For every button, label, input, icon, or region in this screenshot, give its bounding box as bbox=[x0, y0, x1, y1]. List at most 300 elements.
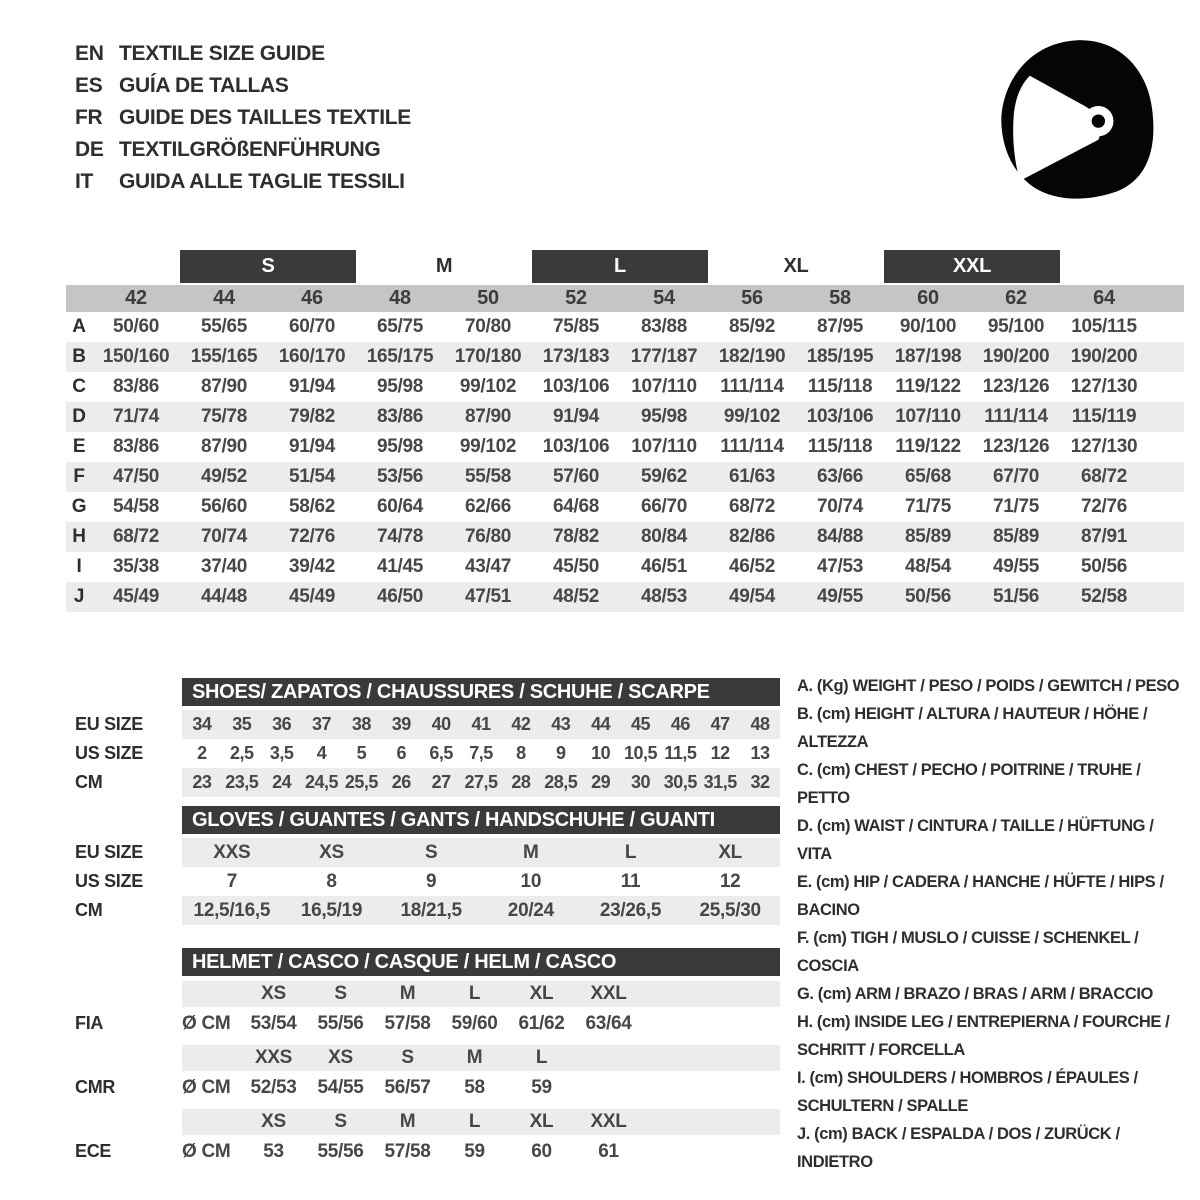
glove-size-value: 9 bbox=[426, 870, 437, 892]
shoe-size-value: 36 bbox=[272, 714, 292, 734]
legend-entry: G. (cm) ARM / BRAZO / BRAS / ARM / BRACCIO bbox=[797, 985, 1153, 1003]
helmet-size-value: 55/56 bbox=[317, 1140, 364, 1162]
helmet-size-value: 53 bbox=[263, 1140, 284, 1162]
shoe-size-value: 24 bbox=[272, 772, 292, 792]
row-letter: H bbox=[72, 526, 86, 547]
shoe-size-value: 9 bbox=[555, 743, 566, 763]
size-value: 103/106 bbox=[806, 406, 874, 427]
size-value: 99/102 bbox=[459, 376, 517, 397]
size-value: 95/98 bbox=[376, 376, 424, 397]
helmet-groups bbox=[66, 981, 786, 1168]
shoe-size-value: 3,5 bbox=[269, 743, 294, 763]
helmet-values-row bbox=[66, 1007, 786, 1040]
size-value: 84/88 bbox=[816, 526, 864, 547]
table-row bbox=[66, 402, 1184, 432]
size-s-header: S bbox=[180, 250, 356, 283]
size-value: 60/70 bbox=[288, 316, 336, 337]
size-value: 58/62 bbox=[288, 496, 336, 517]
size-value: 64/68 bbox=[552, 496, 600, 517]
size-value: 50/56 bbox=[1080, 556, 1128, 577]
row-letter: I bbox=[76, 556, 82, 577]
size-number: 54 bbox=[653, 287, 675, 309]
size-value: 63/66 bbox=[816, 466, 864, 487]
helmet-size-value: 56/57 bbox=[384, 1076, 431, 1098]
size-value: 44/48 bbox=[200, 586, 248, 607]
row-letter: C bbox=[72, 376, 86, 397]
glove-size-value: 11 bbox=[620, 870, 641, 892]
size-value: 91/94 bbox=[288, 376, 336, 397]
legend-entry: I. (cm) SHOULDERS / HOMBROS / ÉPAULES / SCHULTERN / SPALLE bbox=[797, 1069, 1138, 1115]
spacer bbox=[66, 678, 182, 706]
glove-size-value: 25,5/30 bbox=[699, 899, 761, 921]
shoe-size-value: 32 bbox=[750, 772, 770, 792]
size-value: 111/114 bbox=[984, 406, 1048, 427]
helmet-size-label: XXL bbox=[590, 1111, 627, 1132]
helmet-size-label: S bbox=[334, 983, 347, 1004]
size-value: 39/42 bbox=[288, 556, 336, 577]
table-row bbox=[66, 312, 1184, 342]
size-value: 170/180 bbox=[454, 346, 522, 367]
size-value: 111/114 bbox=[720, 436, 784, 457]
size-value: 68/72 bbox=[1080, 466, 1128, 487]
size-number: 50 bbox=[477, 287, 499, 309]
size-value: 91/94 bbox=[288, 436, 336, 457]
helmet-standard-group bbox=[66, 1045, 786, 1104]
size-value: 90/100 bbox=[899, 316, 957, 337]
size-number: 42 bbox=[125, 287, 147, 309]
size-value: 83/86 bbox=[112, 376, 160, 397]
standard-label: CMR bbox=[75, 1077, 116, 1097]
size-value: 35/38 bbox=[112, 556, 160, 577]
glove-size-value: XXS bbox=[213, 841, 251, 863]
gloves-row bbox=[66, 838, 786, 867]
size-value: 53/56 bbox=[376, 466, 424, 487]
size-value: 83/88 bbox=[640, 316, 688, 337]
shoe-size-value: 29 bbox=[591, 772, 611, 792]
row-letter: B bbox=[72, 346, 86, 367]
size-value: 45/49 bbox=[112, 586, 160, 607]
helmet-size-value: 55/56 bbox=[317, 1012, 364, 1034]
legend-entry: E. (cm) HIP / CADERA / HANCHE / HÜFTE / HIPS / BACINO bbox=[797, 873, 1164, 919]
language-row bbox=[75, 38, 411, 70]
shoes-header-row bbox=[66, 678, 786, 706]
size-value: 71/74 bbox=[112, 406, 160, 427]
gloves-row bbox=[66, 867, 786, 896]
legend-entry: C. (cm) CHEST / PECHO / POITRINE / TRUHE / PETTO bbox=[797, 761, 1141, 807]
helmet-section bbox=[66, 948, 786, 1168]
gloves-values bbox=[182, 896, 780, 925]
size-value: 72/76 bbox=[288, 526, 336, 547]
language-title: GUIDE DES TAILLES TEXTILE bbox=[119, 106, 411, 129]
size-value: 41/45 bbox=[376, 556, 424, 577]
size-value: 119/122 bbox=[895, 436, 961, 457]
glove-size-value: XL bbox=[718, 841, 742, 863]
shoe-size-value: 13 bbox=[750, 743, 770, 763]
shoe-size-value: 23 bbox=[192, 772, 212, 792]
size-value: 85/92 bbox=[728, 316, 776, 337]
shoe-size-value: 47 bbox=[710, 714, 730, 734]
size-value: 72/76 bbox=[1080, 496, 1128, 517]
size-value: 155/165 bbox=[190, 346, 258, 367]
helmet-size-label: L bbox=[468, 983, 481, 1004]
size-value: 82/86 bbox=[728, 526, 776, 547]
size-value: 51/56 bbox=[992, 586, 1040, 607]
shoe-size-value: 28,5 bbox=[544, 772, 578, 792]
size-value: 190/200 bbox=[1070, 346, 1138, 367]
size-value: 54/58 bbox=[112, 496, 160, 517]
size-value: 46/52 bbox=[728, 556, 776, 577]
language-row bbox=[75, 166, 411, 198]
language-code: ES bbox=[75, 74, 103, 97]
row-label: US SIZE bbox=[75, 743, 143, 763]
racing-helmet-icon bbox=[980, 28, 1158, 200]
size-value: 57/60 bbox=[552, 466, 600, 487]
size-value: 43/47 bbox=[464, 556, 512, 577]
size-number: 60 bbox=[917, 287, 939, 309]
size-value: 103/106 bbox=[542, 376, 610, 397]
size-number: 64 bbox=[1093, 287, 1115, 309]
table-row bbox=[66, 522, 1184, 552]
legend-entry: J. (cm) BACK / ESPALDA / DOS / ZURÜCK / INDIETRO bbox=[797, 1125, 1120, 1171]
spacer bbox=[66, 981, 182, 1007]
size-value: 47/53 bbox=[816, 556, 864, 577]
shoe-size-value: 27,5 bbox=[464, 772, 498, 792]
size-value: 107/110 bbox=[895, 406, 961, 427]
helmet-size-label: XS bbox=[261, 983, 286, 1004]
table-row bbox=[66, 432, 1184, 462]
numeric-size-row bbox=[66, 285, 1184, 312]
table-row bbox=[66, 462, 1184, 492]
size-value: 76/80 bbox=[464, 526, 512, 547]
row-label: CM bbox=[75, 772, 103, 792]
size-value: 85/89 bbox=[992, 526, 1040, 547]
helmet-size-value: 58 bbox=[464, 1076, 485, 1098]
size-value: 48/54 bbox=[904, 556, 952, 577]
row-letter: D bbox=[72, 406, 86, 427]
shoe-size-value: 4 bbox=[316, 743, 327, 763]
language-code: FR bbox=[75, 106, 103, 129]
size-value: 165/175 bbox=[366, 346, 434, 367]
helmet-size-label: M bbox=[399, 983, 416, 1004]
size-value: 107/110 bbox=[631, 436, 697, 457]
size-value: 83/86 bbox=[376, 406, 424, 427]
shoe-size-value: 8 bbox=[516, 743, 526, 763]
shoe-size-value: 44 bbox=[591, 714, 611, 734]
helmet-sizes-row bbox=[66, 981, 786, 1007]
size-number: 48 bbox=[389, 287, 411, 309]
size-value: 173/183 bbox=[542, 346, 610, 367]
shoe-size-value: 2,5 bbox=[230, 743, 254, 763]
helmet-values-row bbox=[66, 1135, 786, 1168]
helmet-standard-group bbox=[66, 981, 786, 1040]
size-value: 68/72 bbox=[728, 496, 776, 517]
measure-rows bbox=[66, 312, 1184, 612]
size-value: 52/58 bbox=[1080, 586, 1128, 607]
gloves-section bbox=[66, 806, 786, 925]
size-number: 46 bbox=[301, 287, 323, 309]
helmet-size-label: XXS bbox=[254, 1047, 293, 1068]
shoe-size-value: 43 bbox=[551, 714, 571, 734]
size-header-row bbox=[66, 250, 1184, 283]
row-label: EU SIZE bbox=[75, 714, 143, 734]
size-value: 115/119 bbox=[1071, 406, 1137, 427]
helmet-size-label: XL bbox=[529, 983, 554, 1004]
spacer bbox=[66, 1045, 182, 1071]
gloves-title-bar: GLOVES / GUANTES / GANTS / HANDSCHUHE / GUANTI bbox=[182, 806, 780, 834]
glove-size-value: XS bbox=[319, 841, 344, 863]
shoe-size-value: 10 bbox=[591, 743, 611, 763]
glove-size-value: L bbox=[624, 841, 637, 863]
size-value: 111/114 bbox=[720, 376, 784, 397]
helmet-size-value: 57/58 bbox=[384, 1140, 431, 1162]
size-value: 71/75 bbox=[992, 496, 1040, 517]
shoe-size-value: 11,5 bbox=[664, 743, 697, 763]
size-value: 75/78 bbox=[200, 406, 248, 427]
size-value: 107/110 bbox=[631, 376, 697, 397]
table-row bbox=[66, 372, 1184, 402]
shoe-size-value: 40 bbox=[431, 714, 451, 734]
size-value: 49/55 bbox=[992, 556, 1040, 577]
measurement-legend bbox=[797, 672, 1185, 1176]
size-value: 95/98 bbox=[376, 436, 424, 457]
shoe-size-value: 7,5 bbox=[469, 743, 493, 763]
table-row bbox=[66, 582, 1184, 612]
size-value: 47/51 bbox=[464, 586, 512, 607]
size-value: 49/52 bbox=[200, 466, 248, 487]
row-letter: A bbox=[72, 316, 86, 337]
glove-size-value: 12 bbox=[719, 870, 741, 892]
spacer bbox=[66, 1109, 182, 1135]
size-value: 47/50 bbox=[112, 466, 160, 487]
shoes-values bbox=[182, 710, 780, 739]
size-value: 80/84 bbox=[640, 526, 688, 547]
legend-entry: H. (cm) INSIDE LEG / ENTREPIERNA / FOURCHE / SCHRITT / FORCELLA bbox=[797, 1013, 1170, 1059]
size-value: 48/52 bbox=[552, 586, 600, 607]
table-row bbox=[66, 552, 1184, 582]
size-value: 119/122 bbox=[895, 376, 961, 397]
size-value: 71/75 bbox=[904, 496, 952, 517]
size-value: 115/118 bbox=[807, 376, 873, 397]
language-title: GUIDA ALLE TAGLIE TESSILI bbox=[119, 170, 405, 193]
shoe-size-value: 24,5 bbox=[305, 772, 339, 792]
size-value: 59/62 bbox=[640, 466, 688, 487]
gloves-values bbox=[182, 838, 780, 867]
helmet-values-row bbox=[66, 1071, 786, 1104]
glove-size-value: S bbox=[424, 841, 438, 863]
legend-entry: A. (Kg) WEIGHT / PESO / POIDS / GEWITCH / PESO bbox=[797, 677, 1180, 695]
glove-size-value: M bbox=[523, 841, 539, 863]
helmet-size-label: XXL bbox=[590, 983, 627, 1004]
size-m-header: M bbox=[435, 255, 453, 277]
row-label: US SIZE bbox=[75, 871, 143, 891]
row-label: EU SIZE bbox=[75, 842, 143, 862]
size-value: 61/63 bbox=[728, 466, 776, 487]
size-value: 46/51 bbox=[640, 556, 688, 577]
helmet-sizes-row bbox=[66, 1045, 786, 1071]
gloves-values bbox=[182, 867, 780, 896]
shoe-size-value: 28 bbox=[511, 772, 531, 792]
size-value: 70/74 bbox=[816, 496, 864, 517]
size-value: 79/82 bbox=[288, 406, 336, 427]
helmet-size-value: 59 bbox=[531, 1076, 552, 1098]
helmet-size-value: 59/60 bbox=[451, 1012, 498, 1034]
helmet-size-value: 59 bbox=[464, 1140, 485, 1162]
size-value: 48/53 bbox=[640, 586, 688, 607]
size-value: 123/126 bbox=[982, 436, 1050, 457]
helmet-header-row bbox=[66, 948, 786, 976]
size-value: 95/100 bbox=[987, 316, 1045, 337]
diameter-prefix: Ø CM bbox=[182, 1140, 231, 1162]
shoe-size-value: 27 bbox=[431, 772, 451, 792]
size-value: 56/60 bbox=[200, 496, 248, 517]
size-number: 58 bbox=[829, 287, 851, 309]
shoes-rows bbox=[66, 710, 786, 797]
size-l-header: L bbox=[532, 250, 708, 283]
size-xl-header: XL bbox=[783, 255, 809, 277]
helmet-sizes-row bbox=[66, 1109, 786, 1135]
helmet-size-label: M bbox=[399, 1111, 416, 1132]
size-number: 44 bbox=[213, 287, 235, 309]
shoe-size-value: 42 bbox=[511, 714, 531, 734]
language-code: DE bbox=[75, 138, 104, 161]
size-value: 87/95 bbox=[816, 316, 864, 337]
size-value: 127/130 bbox=[1070, 376, 1138, 397]
shoe-size-value: 6,5 bbox=[429, 743, 453, 763]
helmet-size-label: L bbox=[468, 1111, 481, 1132]
helmet-size-value: 53/54 bbox=[250, 1012, 297, 1034]
size-value: 177/187 bbox=[630, 346, 698, 367]
gloves-rows bbox=[66, 838, 786, 925]
glove-size-value: 10 bbox=[520, 870, 542, 892]
helmet-size-value: 54/55 bbox=[317, 1076, 364, 1098]
shoe-size-value: 38 bbox=[351, 714, 371, 734]
size-number: 56 bbox=[741, 287, 763, 309]
shoe-size-value: 6 bbox=[396, 743, 407, 763]
language-title: TEXTILGRÖßENFÜHRUNG bbox=[119, 138, 381, 161]
size-value: 45/49 bbox=[288, 586, 336, 607]
helmet-size-label: S bbox=[334, 1111, 347, 1132]
size-value: 190/200 bbox=[982, 346, 1050, 367]
shoe-size-value: 30,5 bbox=[663, 772, 697, 792]
size-value: 49/54 bbox=[728, 586, 776, 607]
size-value: 95/98 bbox=[640, 406, 688, 427]
size-value: 99/102 bbox=[459, 436, 517, 457]
shoe-size-value: 12 bbox=[710, 743, 730, 763]
size-value: 123/126 bbox=[982, 376, 1050, 397]
helmet-size-label: M bbox=[466, 1047, 483, 1068]
textile-size-table bbox=[66, 250, 1184, 612]
size-value: 74/78 bbox=[376, 526, 424, 547]
helmet-size-value: 57/58 bbox=[384, 1012, 431, 1034]
size-value: 66/70 bbox=[640, 496, 688, 517]
size-value: 185/195 bbox=[806, 346, 874, 367]
standard-label: FIA bbox=[75, 1013, 104, 1033]
helmet-size-value: 63/64 bbox=[585, 1012, 632, 1034]
size-value: 62/66 bbox=[464, 496, 512, 517]
size-value: 65/68 bbox=[904, 466, 952, 487]
size-value: 67/70 bbox=[992, 466, 1040, 487]
shoe-size-value: 39 bbox=[391, 714, 411, 734]
size-xxl-header: XXL bbox=[884, 250, 1060, 283]
language-row bbox=[75, 134, 411, 166]
language-title: GUÍA DE TALLAS bbox=[119, 74, 289, 97]
shoes-values bbox=[182, 739, 780, 768]
size-value: 91/94 bbox=[552, 406, 600, 427]
legend-entry: B. (cm) HEIGHT / ALTURA / HAUTEUR / HÖHE / ALTEZZA bbox=[797, 705, 1148, 751]
size-value: 55/58 bbox=[464, 466, 512, 487]
size-value: 87/90 bbox=[464, 406, 512, 427]
helmet-standard-group bbox=[66, 1109, 786, 1168]
shoes-row bbox=[66, 739, 786, 768]
size-value: 51/54 bbox=[288, 466, 336, 487]
table-row bbox=[66, 342, 1184, 372]
size-value: 87/90 bbox=[200, 376, 248, 397]
row-label: CM bbox=[75, 900, 103, 920]
size-value: 87/91 bbox=[1080, 526, 1128, 547]
helmet-title-bar: HELMET / CASCO / CASQUE / HELM / CASCO bbox=[182, 948, 780, 976]
shoe-size-value: 25,5 bbox=[344, 772, 378, 792]
helmet-size-value: 60 bbox=[531, 1140, 552, 1162]
size-value: 75/85 bbox=[552, 316, 600, 337]
row-letter: E bbox=[72, 436, 86, 457]
size-value: 99/102 bbox=[723, 406, 781, 427]
glove-size-value: 18/21,5 bbox=[400, 899, 462, 921]
size-value: 160/170 bbox=[278, 346, 346, 367]
size-value: 50/60 bbox=[112, 316, 160, 337]
size-value: 46/50 bbox=[376, 586, 424, 607]
size-value: 127/130 bbox=[1070, 436, 1138, 457]
size-value: 49/55 bbox=[816, 586, 864, 607]
size-value: 65/75 bbox=[376, 316, 424, 337]
glove-size-value: 12,5/16,5 bbox=[193, 899, 271, 921]
size-value: 182/190 bbox=[718, 346, 786, 367]
helmet-size-value: 61 bbox=[598, 1140, 619, 1162]
shoes-row bbox=[66, 710, 786, 739]
row-letter: J bbox=[73, 586, 85, 607]
shoe-size-value: 48 bbox=[750, 714, 770, 734]
legend-entry: D. (cm) WAIST / CINTURA / TAILLE / HÜFTUNG / VITA bbox=[797, 817, 1154, 863]
shoe-size-value: 31,5 bbox=[703, 772, 737, 792]
shoe-size-value: 23,5 bbox=[225, 772, 259, 792]
legend-entry: F. (cm) TIGH / MUSLO / CUISSE / SCHENKEL / COSCIA bbox=[797, 929, 1139, 975]
glove-size-value: 23/26,5 bbox=[599, 899, 662, 921]
spacer bbox=[66, 806, 182, 834]
language-title-list bbox=[75, 38, 411, 198]
glove-size-value: 16,5/19 bbox=[300, 899, 363, 921]
size-value: 85/89 bbox=[904, 526, 952, 547]
helmet-size-label: XS bbox=[328, 1047, 353, 1068]
size-value: 68/72 bbox=[112, 526, 160, 547]
shoe-size-value: 2 bbox=[197, 743, 207, 763]
size-value: 87/90 bbox=[200, 436, 248, 457]
shoes-values bbox=[182, 768, 780, 797]
diameter-prefix: Ø CM bbox=[182, 1076, 231, 1098]
size-value: 70/74 bbox=[200, 526, 248, 547]
language-title: TEXTILE SIZE GUIDE bbox=[119, 42, 325, 65]
shoe-size-value: 41 bbox=[471, 714, 491, 734]
size-value: 50/56 bbox=[904, 586, 952, 607]
language-code: IT bbox=[75, 170, 94, 193]
helmet-size-label: XS bbox=[261, 1111, 286, 1132]
size-value: 150/160 bbox=[102, 346, 170, 367]
standard-label: ECE bbox=[75, 1141, 112, 1161]
size-value: 83/86 bbox=[112, 436, 160, 457]
language-code: EN bbox=[75, 42, 104, 65]
shoe-size-value: 46 bbox=[670, 714, 690, 734]
shoe-size-value: 5 bbox=[356, 743, 367, 763]
size-value: 103/106 bbox=[542, 436, 610, 457]
shoe-size-value: 45 bbox=[630, 714, 650, 734]
